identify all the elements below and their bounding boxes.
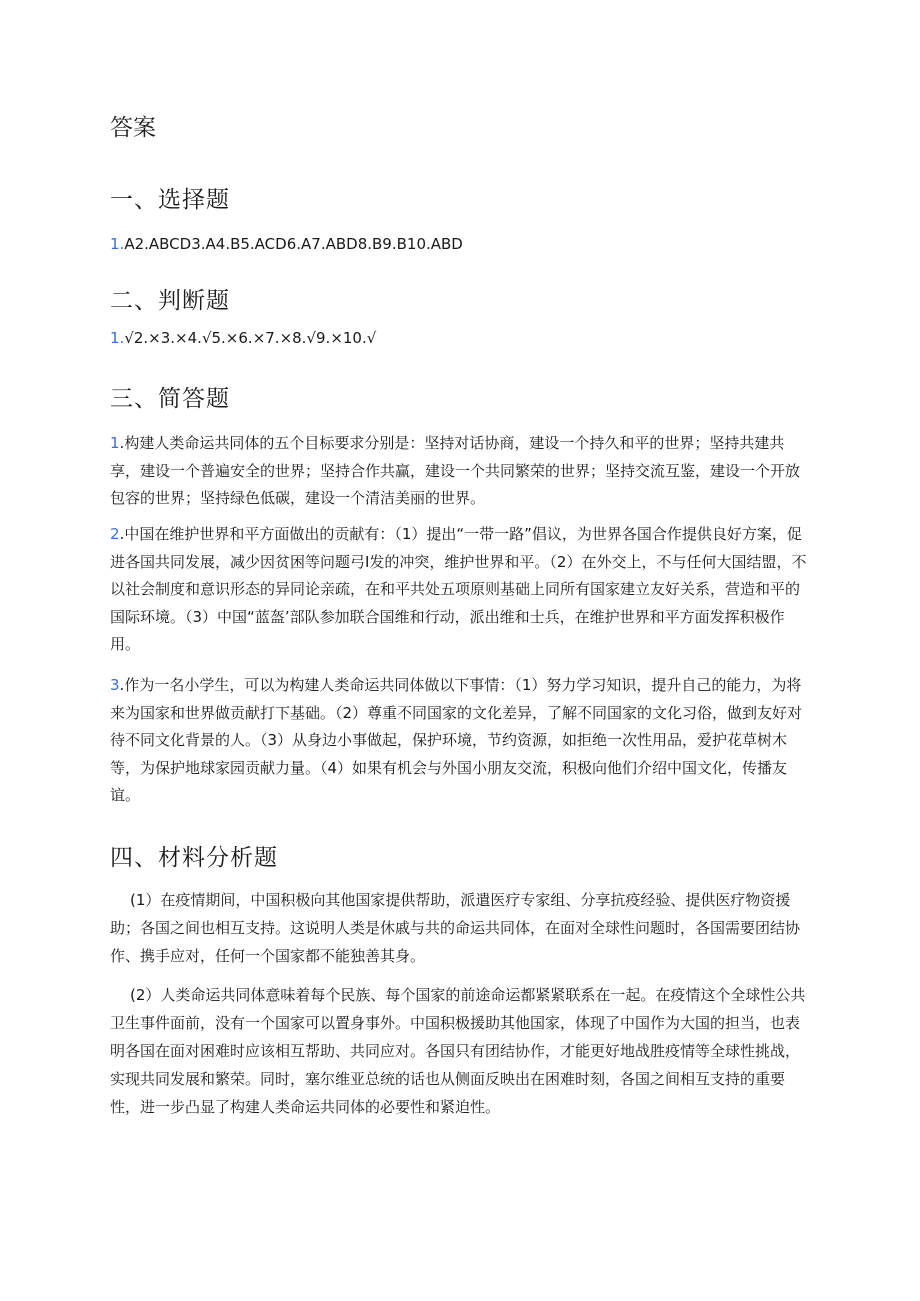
choice-first-number: 1.	[110, 235, 125, 253]
item-text: .中国在维护世界和平方面做出的贡献有：（1）提出“一带一路”倡议，为世界各国合作提供良好方案，促进各国共同发展，减少因贫困等问题弓I发的冲突，维护世界和平。（2）在外交上，不与任何大国结盟，不以社会制度和意识形态的异同论亲疏，在和平共处五项原则基础上同所有国家建立友好关系，营造和平的国际环境。（3）中国“蓝盔’部队参加联合国维和行动，派出维和士兵，在维护世界和平方面发挥积极作用。	[110, 525, 807, 654]
page-title: 答案	[110, 115, 156, 141]
material-paragraph-2: (2）人类命运共同体意味着每个民族、每个国家的前途命运都紧紧联系在一起。在疫情这个全球性公共卫生事件面前，没有一个国家可以置身事外。中国积极援助其他国家，体现了中国作为大国的担当，也表明各国在面对困难时应该相互帮助、共同应对。各国只有团结协作，才能更好地战胜疫情等全球性挑战，实现共同发展和繁荣。同时，塞尔维亚总统的话也从侧面反映出在困难时刻，各国之间相互支持的重要性，进一步凸显了构建人类命运共同体的必要性和紧迫性。	[110, 986, 806, 1116]
judge-first-number: 1.	[110, 329, 125, 347]
item-text: .构建人类命运共同体的五个目标要求分别是：坚持对话协商，建设一个持久和平的世界；坚持共建共享，建设一个普遍安全的世界；坚持合作共赢，建设一个共同繁荣的世界；坚持交流互鉴，建设一个开放包容的世界；坚持绿色低碳，建设一个清洁美丽的世界。	[110, 434, 801, 508]
section-heading-short: 三、简答题	[110, 386, 230, 412]
item-index: 3	[110, 676, 120, 694]
short-answer-item-3	[110, 672, 810, 810]
item-index: 1	[110, 434, 120, 452]
judge-answer-text: √2.×3.×4.√5.×6.×7.×8.√9.×10.√	[124, 329, 377, 347]
short-answer-item-2	[110, 521, 810, 659]
short-answer-item-1	[110, 430, 810, 513]
judge-answers	[110, 327, 376, 349]
section-heading-material: 四、材料分析题	[110, 845, 278, 871]
choice-answer-text: A2.ABCD3.A4.B5.ACD6.A7.ABD8.B9.B10.ABD	[124, 235, 463, 253]
section-heading-judge: 二、判断题	[110, 288, 230, 314]
item-index: 2	[110, 525, 120, 543]
section-heading-choice: 一、选择题	[110, 187, 230, 213]
choice-answers	[110, 233, 463, 255]
item-text: .作为一名小学生，可以为构建人类命运共同体做以下事情：（1）努力学习知识，提升自己的能力，为将来为国家和世界做贡献打下基础。（2）尊重不同国家的文化差异，了解不同国家的文化习俗，做到友好对待不同文化背景的人。（3）从身边小事做起，保护环境，节约资源，如拒绝一次性用品，爱护花草树木等，为保护地球家园贡献力量。（4）如果有机会与外国小朋友交流，积极向他们介绍中国文化，传播友谊。	[110, 676, 803, 805]
material-paragraph-1: (1）在疫情期间，中国积极向其他国家提供帮助，派遣医疗专家组、分享抗疫经验、提供医疗物资援助；各国之间也相互支持。这说明人类是休戚与共的命运共同体，在面对全球性问题时，各国需要团结协作、携手应对，任何一个国家都不能独善其身。	[110, 891, 801, 965]
